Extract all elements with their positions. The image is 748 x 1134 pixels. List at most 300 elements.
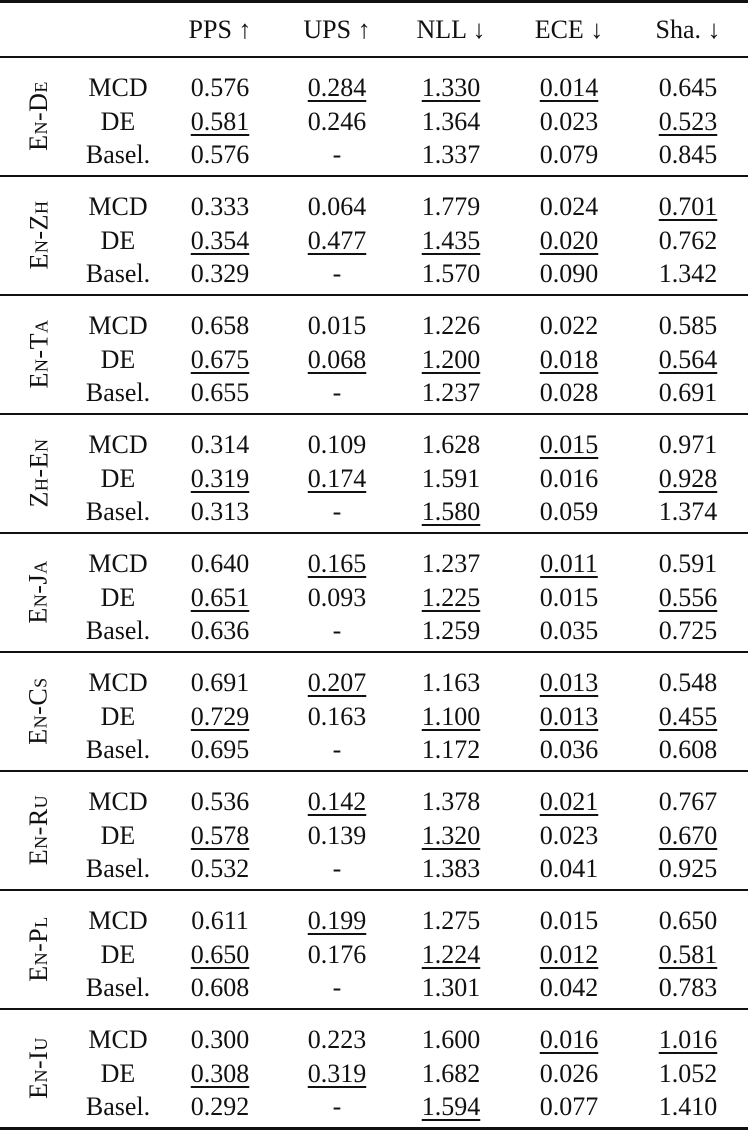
- table-row: [0, 1091, 748, 1125]
- value-cell: [392, 854, 510, 884]
- value-cell: [392, 702, 510, 732]
- value-text: 0.026: [539, 1058, 599, 1088]
- value-cell: [158, 430, 282, 460]
- value-text: 0.022: [539, 311, 599, 341]
- value-cell: [158, 854, 282, 884]
- value-cell: [158, 821, 282, 851]
- value-text: 1.275: [421, 906, 481, 936]
- value-text: 0.655: [190, 378, 250, 408]
- value-text: 1.591: [421, 463, 481, 493]
- value-text: 0.041: [539, 854, 599, 884]
- value-cell: [628, 378, 748, 408]
- language-pair-group: [0, 772, 748, 890]
- value-text: 0.199: [307, 906, 367, 936]
- value-cell: [282, 787, 392, 817]
- table-row: [0, 819, 748, 853]
- value-cell: [282, 259, 392, 289]
- value-cell: [628, 940, 748, 970]
- language-pair-group: [0, 534, 748, 652]
- value-cell: [158, 464, 282, 494]
- value-cell: [510, 311, 628, 341]
- value-text: 1.580: [421, 497, 481, 527]
- value-text: 0.925: [658, 854, 718, 884]
- value-cell: [628, 1059, 748, 1089]
- table-row: [0, 581, 748, 615]
- table-row: [0, 938, 748, 972]
- value-text: 0.636: [190, 616, 250, 646]
- value-cell: [628, 345, 748, 375]
- value-text: 0.658: [190, 311, 250, 341]
- method-cell: MCD: [88, 668, 148, 698]
- value-cell: [158, 107, 282, 137]
- value-text: 0.591: [658, 549, 718, 579]
- value-text: 0.354: [190, 225, 250, 255]
- value-text: 0.576: [190, 140, 250, 170]
- value-text: 0.581: [658, 939, 718, 969]
- value-text: 0.077: [539, 1092, 599, 1122]
- value-cell: [392, 430, 510, 460]
- table-row: [0, 429, 748, 463]
- method-cell: DE: [100, 582, 136, 612]
- value-cell: [392, 549, 510, 579]
- value-text: 0.701: [658, 192, 718, 222]
- value-cell: [510, 668, 628, 698]
- value-cell: [392, 668, 510, 698]
- value-cell: [282, 378, 392, 408]
- value-cell: [392, 140, 510, 170]
- value-text: 0.695: [190, 735, 250, 765]
- value-cell: [628, 1025, 748, 1055]
- value-text: 0.142: [307, 787, 367, 817]
- value-text: 0.536: [190, 787, 250, 817]
- header-sha: Sha. ↓: [655, 14, 721, 44]
- value-text: 0.564: [658, 344, 718, 374]
- value-cell: [628, 430, 748, 460]
- value-cell: [510, 1059, 628, 1089]
- value-cell: [282, 821, 392, 851]
- value-cell: [158, 259, 282, 289]
- language-pair-group: [0, 415, 748, 533]
- value-cell: [282, 1059, 392, 1089]
- value-cell: [282, 192, 392, 222]
- value-text: 0.109: [307, 430, 367, 460]
- value-text: 0.024: [539, 192, 599, 222]
- language-pair-group: [0, 296, 748, 414]
- value-text: 0.608: [190, 973, 250, 1003]
- value-cell: [628, 735, 748, 765]
- method-cell: DE: [100, 344, 136, 374]
- value-cell: [510, 583, 628, 613]
- value-text: 1.779: [421, 192, 481, 222]
- value-cell: [392, 787, 510, 817]
- value-cell: [510, 192, 628, 222]
- value-cell: [628, 821, 748, 851]
- value-text: 0.016: [539, 463, 599, 493]
- table-row: [0, 548, 748, 582]
- value-cell: [628, 973, 748, 1003]
- value-text: 0.014: [539, 73, 599, 103]
- value-cell: [628, 702, 748, 732]
- value-text: 0.650: [190, 939, 250, 969]
- value-cell: [628, 140, 748, 170]
- value-cell: [510, 702, 628, 732]
- group-label: Zh-En: [23, 438, 53, 508]
- value-text: -: [332, 1092, 342, 1122]
- value-cell: [158, 549, 282, 579]
- table-body: [0, 58, 748, 1128]
- value-cell: [158, 497, 282, 527]
- value-text: 0.015: [539, 430, 599, 460]
- value-text: 0.015: [307, 311, 367, 341]
- value-cell: [510, 906, 628, 936]
- value-cell: [510, 854, 628, 884]
- value-cell: [392, 973, 510, 1003]
- value-text: 0.292: [190, 1092, 250, 1122]
- method-cell: Basel.: [85, 735, 151, 765]
- bottom-rule: [0, 1127, 748, 1130]
- value-text: 0.640: [190, 549, 250, 579]
- method-cell: DE: [100, 225, 136, 255]
- value-text: -: [332, 140, 342, 170]
- value-text: 0.611: [191, 906, 249, 936]
- value-text: 0.064: [307, 192, 367, 222]
- value-cell: [392, 1025, 510, 1055]
- table-row: [0, 853, 748, 887]
- value-text: 0.016: [539, 1025, 599, 1055]
- language-pair-group: [0, 653, 748, 771]
- value-text: 0.018: [539, 344, 599, 374]
- value-text: 1.172: [421, 735, 481, 765]
- value-text: 0.729: [190, 701, 250, 731]
- value-text: 1.226: [421, 311, 481, 341]
- value-cell: [282, 549, 392, 579]
- value-text: 1.594: [421, 1092, 481, 1122]
- value-text: 0.319: [307, 1058, 367, 1088]
- value-cell: [282, 345, 392, 375]
- value-cell: [158, 973, 282, 1003]
- value-text: 0.556: [658, 582, 718, 612]
- method-cell: MCD: [88, 192, 148, 222]
- value-text: -: [332, 259, 342, 289]
- value-text: 0.015: [539, 906, 599, 936]
- value-cell: [158, 73, 282, 103]
- table-row: [0, 343, 748, 377]
- value-cell: [282, 735, 392, 765]
- value-text: 0.176: [307, 939, 367, 969]
- value-text: 1.163: [421, 668, 481, 698]
- value-cell: [628, 549, 748, 579]
- value-cell: [392, 226, 510, 256]
- value-text: 0.971: [658, 430, 718, 460]
- value-text: 0.013: [539, 701, 599, 731]
- method-cell: DE: [100, 1058, 136, 1088]
- method-cell: DE: [100, 820, 136, 850]
- value-text: 0.028: [539, 378, 599, 408]
- value-cell: [392, 107, 510, 137]
- value-text: 1.237: [421, 378, 481, 408]
- value-cell: [158, 583, 282, 613]
- value-text: 0.762: [658, 225, 718, 255]
- value-text: 0.068: [307, 344, 367, 374]
- value-cell: [282, 464, 392, 494]
- value-cell: [158, 668, 282, 698]
- value-text: 0.300: [190, 1025, 250, 1055]
- table-row: [0, 700, 748, 734]
- value-text: 0.246: [307, 106, 367, 136]
- value-text: 0.576: [190, 73, 250, 103]
- value-text: 0.329: [190, 259, 250, 289]
- header-ups: UPS ↑: [303, 14, 371, 44]
- value-cell: [510, 497, 628, 527]
- value-text: 1.410: [658, 1092, 718, 1122]
- value-cell: [158, 140, 282, 170]
- method-cell: MCD: [88, 73, 148, 103]
- table-row: [0, 310, 748, 344]
- value-cell: [158, 906, 282, 936]
- value-cell: [628, 583, 748, 613]
- value-cell: [282, 430, 392, 460]
- value-cell: [282, 906, 392, 936]
- value-text: 1.570: [421, 259, 481, 289]
- method-cell: MCD: [88, 549, 148, 579]
- value-cell: [628, 787, 748, 817]
- value-cell: [392, 497, 510, 527]
- value-text: 0.090: [539, 259, 599, 289]
- value-text: 0.477: [307, 225, 367, 255]
- value-cell: [510, 430, 628, 460]
- value-text: 0.015: [539, 582, 599, 612]
- group-label: En-Ja: [24, 560, 53, 624]
- value-text: 0.319: [190, 463, 250, 493]
- value-cell: [392, 735, 510, 765]
- value-cell: [282, 583, 392, 613]
- value-text: 0.042: [539, 973, 599, 1003]
- header-pps: PPS ↑: [188, 14, 252, 44]
- value-cell: [628, 1092, 748, 1122]
- method-cell: MCD: [88, 906, 148, 936]
- value-text: 0.578: [190, 820, 250, 850]
- value-cell: [628, 259, 748, 289]
- value-cell: [510, 616, 628, 646]
- value-text: 0.036: [539, 735, 599, 765]
- value-text: 0.059: [539, 497, 599, 527]
- value-text: 1.301: [421, 973, 481, 1003]
- table-row: [0, 496, 748, 530]
- value-cell: [392, 821, 510, 851]
- header-ece: ECE ↓: [534, 14, 604, 44]
- value-text: 0.013: [539, 668, 599, 698]
- value-cell: [282, 1092, 392, 1122]
- method-cell: MCD: [88, 430, 148, 460]
- value-cell: [510, 259, 628, 289]
- value-cell: [510, 1025, 628, 1055]
- value-cell: [392, 464, 510, 494]
- value-text: 0.020: [539, 225, 599, 255]
- value-cell: [158, 702, 282, 732]
- value-cell: [628, 854, 748, 884]
- value-cell: [158, 616, 282, 646]
- group-label: En-De: [24, 81, 53, 152]
- value-text: 1.682: [421, 1058, 481, 1088]
- method-cell: MCD: [88, 1025, 148, 1055]
- method-cell: Basel.: [85, 378, 151, 408]
- value-text: 0.023: [539, 106, 599, 136]
- value-text: 0.035: [539, 616, 599, 646]
- value-text: 0.523: [658, 106, 718, 136]
- value-cell: [628, 226, 748, 256]
- value-text: 0.012: [539, 939, 599, 969]
- value-text: 0.670: [658, 820, 718, 850]
- value-text: 0.313: [190, 497, 250, 527]
- value-text: 1.374: [658, 497, 718, 527]
- value-cell: [282, 311, 392, 341]
- value-cell: [392, 583, 510, 613]
- value-text: 1.200: [421, 344, 481, 374]
- value-cell: [282, 107, 392, 137]
- value-text: 1.225: [421, 582, 481, 612]
- value-text: -: [332, 378, 342, 408]
- value-text: -: [332, 735, 342, 765]
- value-cell: [282, 226, 392, 256]
- value-text: 1.600: [421, 1025, 481, 1055]
- value-cell: [628, 192, 748, 222]
- value-text: 1.364: [421, 106, 481, 136]
- value-text: 0.725: [658, 616, 718, 646]
- value-text: 0.455: [658, 701, 718, 731]
- value-cell: [392, 1092, 510, 1122]
- value-cell: [392, 345, 510, 375]
- value-text: 0.532: [190, 854, 250, 884]
- value-text: 0.548: [658, 668, 718, 698]
- group-label: En-Cs: [24, 677, 53, 745]
- table-row: [0, 667, 748, 701]
- method-cell: MCD: [88, 311, 148, 341]
- value-text: 0.093: [307, 582, 367, 612]
- value-text: 0.585: [658, 311, 718, 341]
- value-cell: [158, 1059, 282, 1089]
- value-text: 0.783: [658, 973, 718, 1003]
- value-cell: [158, 1025, 282, 1055]
- value-cell: [628, 497, 748, 527]
- method-cell: Basel.: [85, 854, 151, 884]
- value-text: 1.383: [421, 854, 481, 884]
- value-text: -: [332, 616, 342, 646]
- value-cell: [510, 1092, 628, 1122]
- table-row: [0, 377, 748, 411]
- value-text: 1.378: [421, 787, 481, 817]
- table-row: [0, 191, 748, 225]
- table-row: [0, 734, 748, 768]
- value-text: 0.691: [658, 378, 718, 408]
- value-text: 0.581: [190, 106, 250, 136]
- method-cell: MCD: [88, 787, 148, 817]
- table-row: [0, 615, 748, 649]
- value-text: 1.320: [421, 820, 481, 850]
- table-row: [0, 972, 748, 1006]
- value-cell: [158, 378, 282, 408]
- value-cell: [282, 140, 392, 170]
- table-row: [0, 905, 748, 939]
- value-text: 1.259: [421, 616, 481, 646]
- value-text: 0.608: [658, 735, 718, 765]
- table-row: [0, 72, 748, 106]
- value-cell: [628, 107, 748, 137]
- value-cell: [510, 464, 628, 494]
- value-text: 1.237: [421, 549, 481, 579]
- value-cell: [392, 616, 510, 646]
- value-text: 1.052: [658, 1058, 718, 1088]
- value-cell: [158, 735, 282, 765]
- value-text: 0.165: [307, 549, 367, 579]
- value-cell: [392, 1059, 510, 1089]
- value-text: 0.767: [658, 787, 718, 817]
- value-text: 1.337: [421, 140, 481, 170]
- header-nll: NLL ↓: [416, 14, 486, 44]
- value-text: 0.139: [307, 820, 367, 850]
- method-cell: DE: [100, 701, 136, 731]
- value-cell: [392, 906, 510, 936]
- value-cell: [510, 973, 628, 1003]
- language-pair-group: [0, 177, 748, 295]
- value-text: -: [332, 497, 342, 527]
- value-cell: [282, 1025, 392, 1055]
- value-cell: [510, 821, 628, 851]
- value-text: 1.224: [421, 939, 481, 969]
- value-cell: [510, 140, 628, 170]
- value-cell: [392, 311, 510, 341]
- value-text: 0.675: [190, 344, 250, 374]
- table-row: [0, 139, 748, 173]
- value-cell: [158, 311, 282, 341]
- value-text: -: [332, 854, 342, 884]
- value-text: 1.016: [658, 1025, 718, 1055]
- table-row: [0, 1024, 748, 1058]
- value-cell: [392, 73, 510, 103]
- group-label: En-Iu: [23, 1037, 53, 1100]
- value-cell: [282, 702, 392, 732]
- value-text: 0.023: [539, 820, 599, 850]
- value-text: 0.174: [307, 463, 367, 493]
- value-cell: [628, 668, 748, 698]
- value-cell: [282, 973, 392, 1003]
- value-cell: [158, 345, 282, 375]
- value-text: 0.691: [190, 668, 250, 698]
- value-cell: [392, 940, 510, 970]
- value-text: 1.435: [421, 225, 481, 255]
- value-cell: [158, 1092, 282, 1122]
- value-cell: [510, 940, 628, 970]
- value-cell: [282, 616, 392, 646]
- value-text: 0.650: [658, 906, 718, 936]
- value-cell: [628, 311, 748, 341]
- value-text: 0.207: [307, 668, 367, 698]
- language-pair-group: [0, 58, 748, 176]
- value-text: 0.163: [307, 701, 367, 731]
- value-cell: [158, 940, 282, 970]
- value-cell: [510, 549, 628, 579]
- value-cell: [510, 345, 628, 375]
- method-cell: DE: [100, 463, 136, 493]
- value-text: 1.628: [421, 430, 481, 460]
- value-cell: [392, 259, 510, 289]
- value-text: 0.651: [190, 582, 250, 612]
- value-cell: [282, 668, 392, 698]
- value-text: 0.308: [190, 1058, 250, 1088]
- group-label: En-Pl: [24, 916, 53, 982]
- value-cell: [282, 497, 392, 527]
- method-cell: Basel.: [85, 497, 151, 527]
- value-cell: [392, 378, 510, 408]
